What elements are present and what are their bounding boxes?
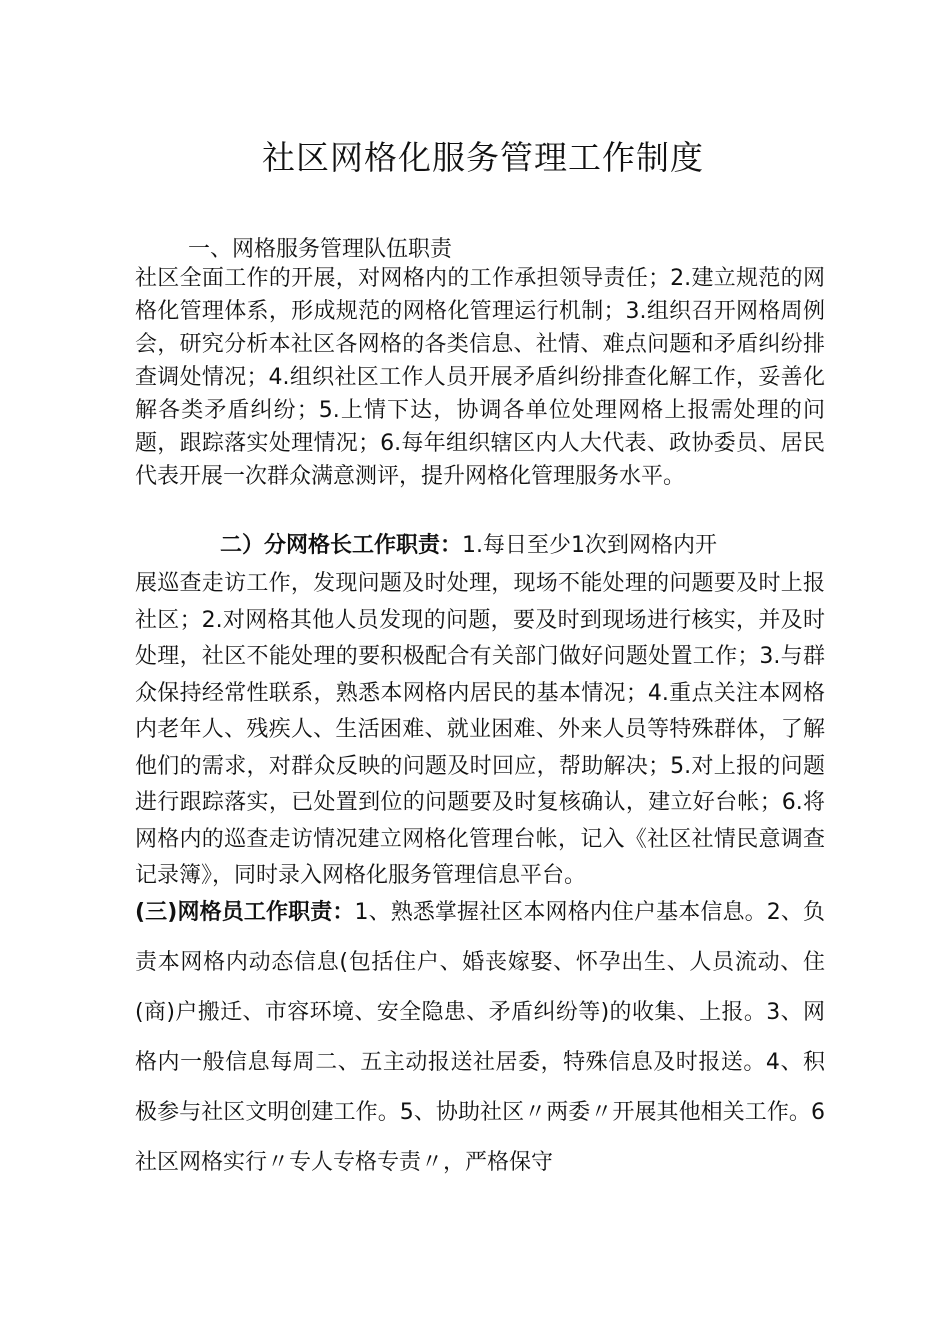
paragraph-grid-member-duties	[135, 888, 825, 1188]
paragraph-grid-leader-lead	[220, 528, 830, 559]
grid-leader-duties-lead-text: 1.每日至少1次到网格内开	[462, 533, 718, 558]
paragraph-community-secretary-duties: 社区全面工作的开展，对网格内的工作承担领导责任；2.建立规范的网格化管理体系，形成规范的网格化管理运行机制；3.组织召开网格周例会，研究分析本社区各网格的各类信息、社情、难点问题和矛盾纠纷排查调处情况；4.组织社区工作人员开展矛盾纠纷排查化解工作，妥善化解各类矛盾纠纷；5.上情下达，协调各单位处理网格上报需处理的问题，跟踪落实处理情况；6.每年组织辖区内人大代表、政协委员、居民代表开展一次群众满意测评，提升网格化管理服务水平。	[135, 266, 825, 489]
grid-member-duties-text: 1、熟悉掌握社区本网格内住户基本信息。2、负责本网格内动态信息(包括住户、婚丧嫁娶、怀孕出生、人员流动、住(商)户搬迁、市容环境、安全隐患、矛盾纠纷等)的收集、上报。3、网格内一般信息每周二、五主动报送社居委，特殊信息及时报送。4、积极参与社区文明创建工作。5、协助社区〃两委〃开展其他相关工作。6社区网格实行〃专人专格专责〃，严格保守	[135, 900, 825, 1175]
grid-member-duties-label: (三)网格员工作职责：	[135, 900, 355, 925]
grid-leader-duties-label: 二）分网格长工作职责：	[220, 533, 463, 558]
section-heading-1: 一、网格服务管理队伍职责	[188, 237, 453, 262]
document-title: 社区网格化服务管理工作制度	[262, 138, 704, 177]
paragraph-grid-leader-duties: 展巡查走访工作，发现问题及时处理，现场不能处理的问题要及时上报社区；2.对网格其他人员发现的问题，要及时到现场进行核实，并及时处理，社区不能处理的要积极配合有关部门做好问题处置工作；3.与群众保持经常性联系，熟悉本网格内居民的基本情况；4.重点关注本网格内老年人、残疾人、生活困难、就业困难、外来人员等特殊群体，了解他们的需求，对群众反映的问题及时回应，帮助解决；5.对上报的问题进行跟踪落实，已处置到位的问题要及时复核确认，建立好台帐；6.将网格内的巡查走访情况建立网格化管理台帐，记入《社区社情民意调查记录簿》，同时录入网格化服务管理信息平台。	[135, 571, 825, 888]
